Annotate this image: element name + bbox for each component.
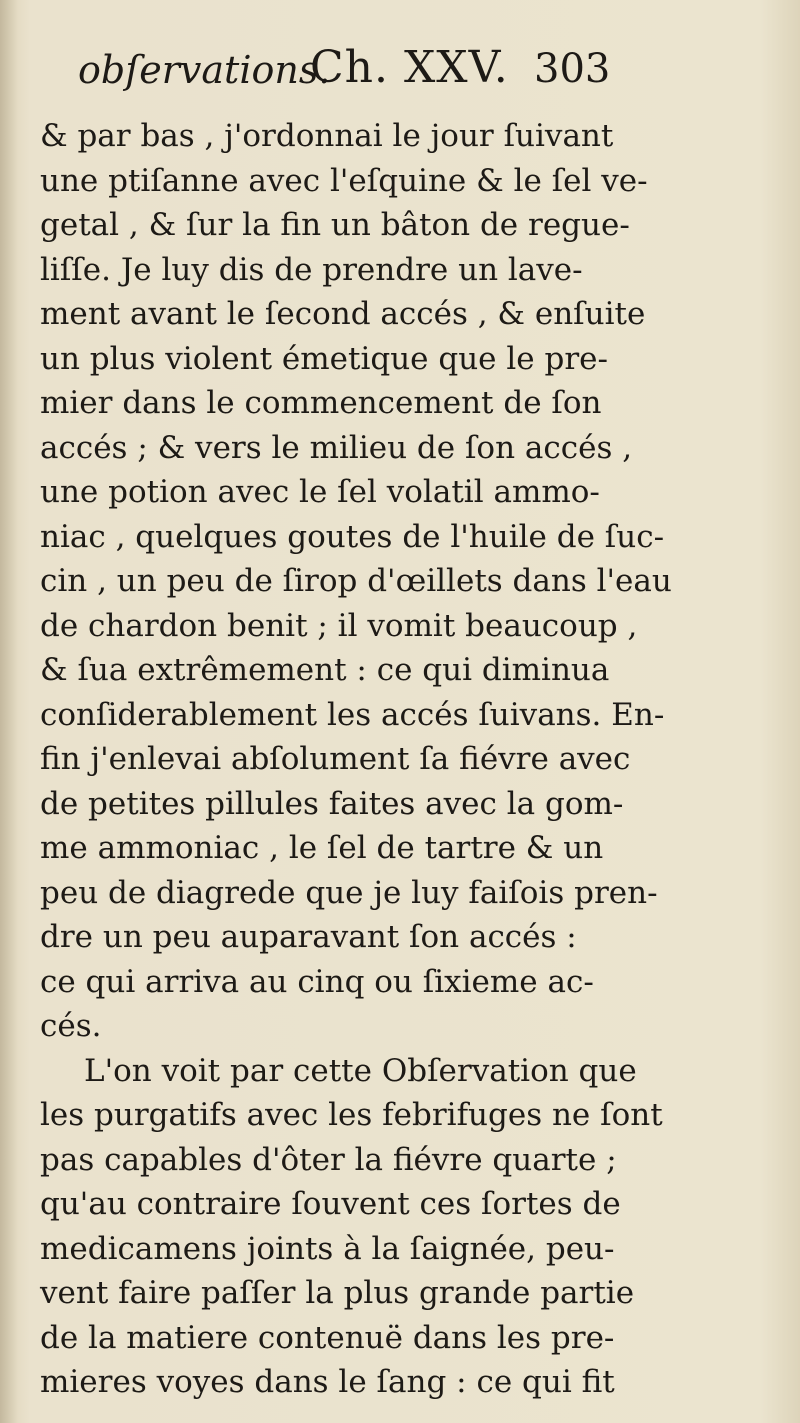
text-line: conſiderablement les accés ſuivans. En- (40, 696, 665, 733)
text-line: les purgatifs avec les febrifuges ne ſont (40, 1097, 663, 1133)
text-line: cin , un peu de ſirop d'œillets dans l'eau (40, 563, 672, 599)
text-line: pas capables d'ôter la fiévre quarte ; (40, 1141, 617, 1178)
text-line: de la matiere contenuë dans les pre- (40, 1319, 615, 1356)
text-line: accés ; & vers le milieu de ſon accés , (40, 429, 633, 466)
text-line: de chardon benit ; il vomit beaucoup , (40, 607, 638, 644)
body-text (40, 114, 672, 1405)
text-line: de petites pillules faites avec la gom- (40, 785, 624, 822)
text-line: medicamens joints à la ſaignée, peu- (40, 1230, 615, 1267)
text-line: peu de diagrede que je luy faiſois pren- (40, 874, 658, 911)
page-edge-shadow (0, 0, 18, 1423)
text-line: getal , & ſur la fin un bâton de regue- (40, 207, 630, 243)
text-line: fin j'enlevai abſolument ſa fiévre avec (40, 741, 631, 777)
text-line: & ſua extrêmement : ce qui diminua (40, 652, 610, 688)
text-line: ment avant le ſecond accés , & enſuite (40, 296, 646, 332)
running-title: obſervations. (78, 48, 331, 92)
text-line: une potion avec le ſel volatil ammo- (40, 474, 600, 510)
text-line: cés. (40, 1008, 102, 1044)
page-header (78, 40, 638, 110)
text-line: dre un peu auparavant ſon accés : (40, 919, 577, 955)
text-line: vent faire paſſer la plus grande partie (40, 1275, 635, 1311)
text-line: qu'au contraire ſouvent ces ſortes de (40, 1186, 621, 1222)
text-line: une ptiſanne avec l'eſquine & le ſel ve- (40, 162, 648, 199)
text-line: un plus violent émetique que le pre- (40, 340, 608, 377)
paragraph-2 (40, 1049, 663, 1405)
chapter-label: Ch. XXV. (310, 42, 509, 93)
page-number: 303 (534, 46, 611, 92)
paragraph-1 (40, 114, 672, 1049)
text-line: me ammoniac , le ſel de tartre & un (40, 830, 604, 866)
text-line: L'on voit par cette Obſervation que (84, 1052, 637, 1089)
text-line: niac , quelques goutes de l'huile de ſuc- (40, 518, 665, 555)
text-line: liſſe. Je luy dis de prendre un lave- (40, 251, 583, 288)
text-line: & par bas , j'ordonnai le jour ſuivant (40, 118, 614, 154)
text-line: mier dans le commencement de ſon (40, 385, 602, 421)
text-line: mieres voyes dans le ſang : ce qui fit (40, 1364, 615, 1400)
text-line: ce qui arriva au cinq ou ſixieme ac- (40, 963, 594, 1000)
